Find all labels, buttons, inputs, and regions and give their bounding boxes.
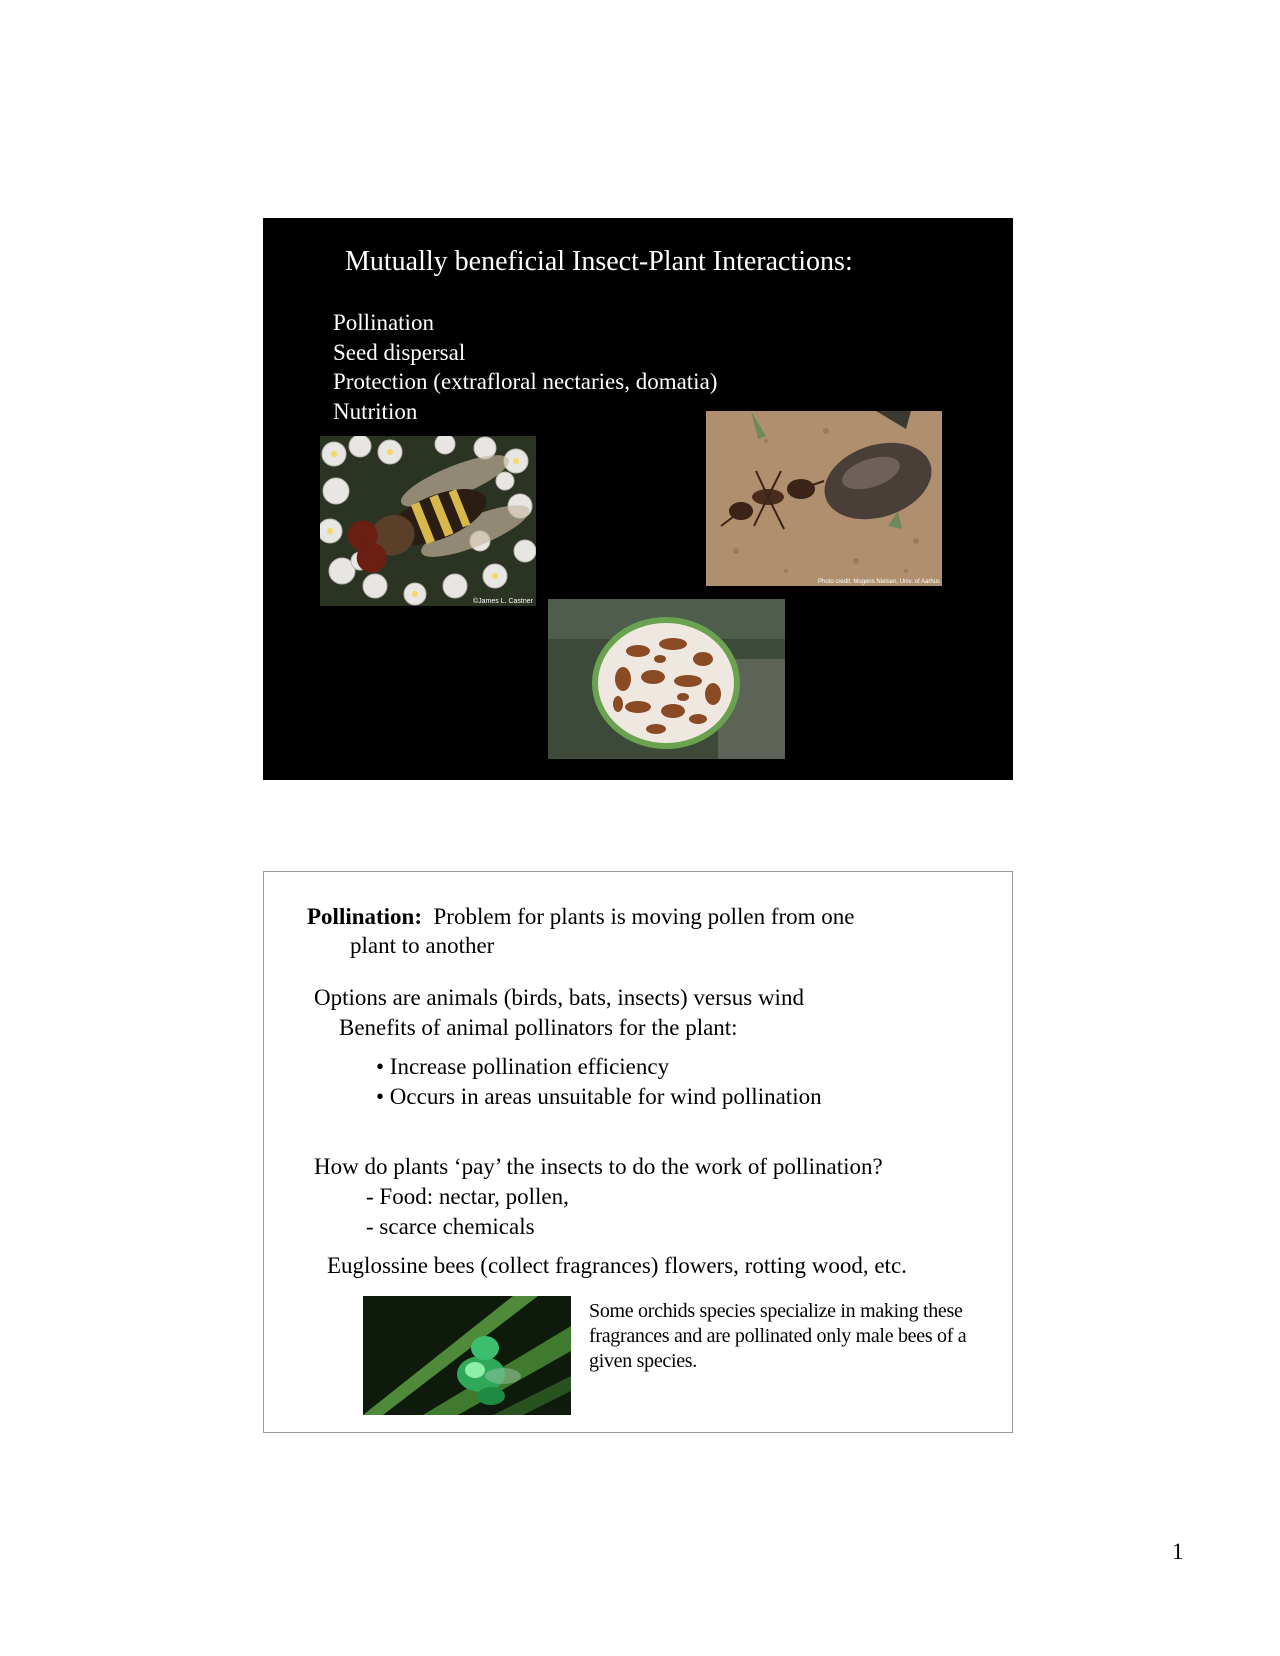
slide-1-title: Mutually beneficial Insect-Plant Interactions: [345, 246, 853, 277]
pay-item: - scarce chemicals [366, 1214, 535, 1239]
pay-item: - Food: nectar, pollen, [366, 1184, 569, 1209]
pollination-label: Pollination: [307, 904, 423, 929]
domatia-image [548, 599, 785, 759]
euglossine-line: Euglossine bees (collect fragrances) flowers, rotting wood, etc. [327, 1253, 907, 1278]
domatia-photo [548, 599, 785, 759]
euglossine-bee-image [363, 1296, 571, 1415]
slide-1 [263, 218, 1013, 780]
benefits-line: Benefits of animal pollinators for the plant: [339, 1015, 738, 1040]
list-item: Nutrition [333, 398, 418, 424]
list-item: Protection (extrafloral nectaries, domatia) [333, 369, 718, 394]
hoverfly-image [320, 436, 536, 606]
hoverfly-photo [320, 436, 536, 606]
euglossine-bee-photo [363, 1296, 571, 1415]
pollination-problem-cont: plant to another [350, 933, 495, 958]
photo-credit: Photo credit: Mogens Nielsen, Univ. of Aarhus [818, 579, 940, 585]
ant-seed-image [706, 411, 942, 586]
list-item: Seed dispersal [333, 339, 466, 365]
photo-credit: ©James L. Castner [472, 598, 533, 605]
options-line: Options are animals (birds, bats, insects) versus wind [314, 985, 804, 1010]
interaction-list [333, 308, 717, 426]
pollination-problem: Problem for plants is moving pollen from one [433, 904, 855, 929]
pollination-heading [307, 904, 855, 930]
slide-2 [263, 871, 1013, 1433]
orchid-caption: Some orchids species specialize in making these fragrances and are pollinated only male bees of a given species. [589, 1300, 967, 1372]
bullet-item: • Occurs in areas unsuitable for wind pollination [376, 1084, 822, 1109]
bullet-item: • Increase pollination efficiency [376, 1054, 670, 1079]
ant-seed-photo [706, 411, 942, 586]
pay-question: How do plants ‘pay’ the insects to do the work of pollination? [314, 1154, 883, 1179]
page-number: 1 [1172, 1539, 1184, 1564]
list-item: Pollination [333, 310, 434, 335]
